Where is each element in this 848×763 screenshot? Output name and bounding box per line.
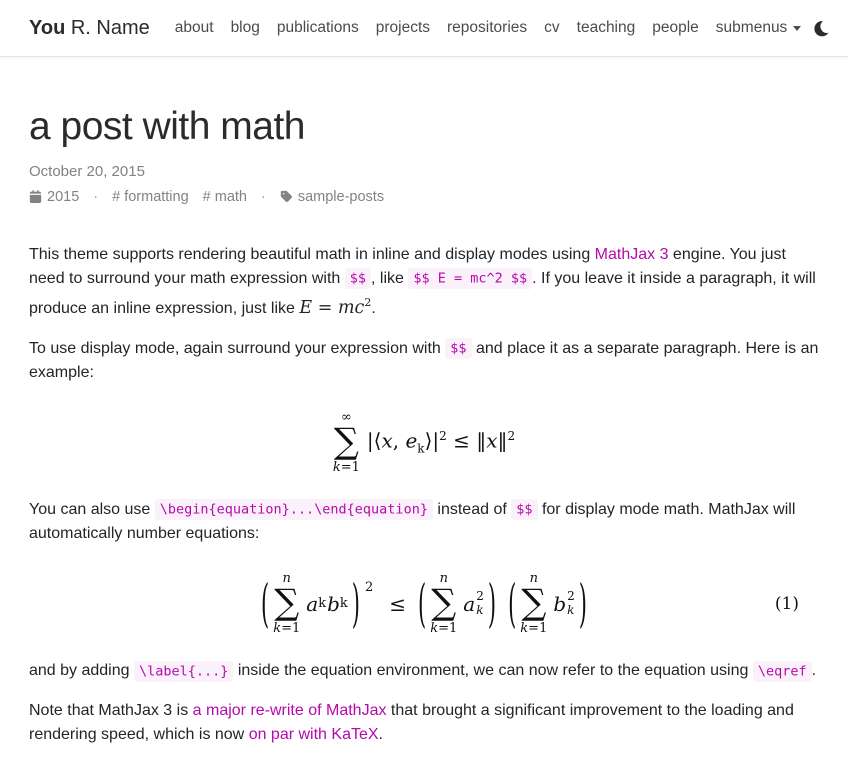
year-label: 2015 — [47, 188, 80, 205]
nav-item-teaching[interactable]: teaching — [576, 19, 636, 36]
relation-symbol: ≤ — [389, 591, 407, 616]
nav-links — [175, 19, 802, 37]
hash-icon: # — [112, 188, 121, 205]
post-header — [29, 106, 819, 205]
post-paragraph: and by adding \label{...} inside the equation environment, we can now refer to the equation using \eqref . — [29, 659, 819, 683]
inline-code: \label{...} — [134, 661, 233, 682]
equation-term: a 2 k — [463, 588, 484, 617]
sigma-glyph: ∑ — [431, 582, 457, 623]
category-math[interactable] — [203, 189, 247, 205]
inline-code: $$ — [445, 338, 471, 359]
nav-item-about[interactable]: about — [174, 19, 214, 36]
nav-item-projects[interactable]: projects — [375, 19, 431, 36]
display-equation — [29, 411, 819, 474]
inline-math: $E = mc^2$ — [299, 295, 372, 318]
category-formatting[interactable] — [112, 189, 189, 205]
summation-symbol: n ∑ k=1 — [430, 570, 458, 637]
moon-icon — [814, 20, 831, 37]
hash-icon: # — [202, 188, 211, 205]
inline-code: $$ — [511, 499, 537, 520]
category-label: formatting — [124, 188, 189, 205]
tag-icon — [280, 190, 298, 203]
post-meta — [29, 189, 819, 205]
post-year-link[interactable] — [29, 189, 79, 205]
big-paren: ( — [508, 574, 517, 633]
post-body — [29, 243, 819, 747]
post-paragraph: This theme supports rendering beautiful math in inline and display modes using MathJax 3 engine. You just need to surround your math expression with $$ , like $$ E = mc^2 $$ . If you leave it inside a paragraph, it will produce an inline expression, just like $E = mc^2$. — [29, 245, 816, 318]
nav-item-submenus[interactable] — [716, 19, 802, 37]
nav-item-people[interactable]: people — [652, 19, 699, 36]
summation-symbol: n ∑ k=1 — [520, 570, 548, 637]
inline-code: \eqref — [753, 661, 812, 682]
sigma-glyph: ∑ — [274, 582, 300, 623]
post-paragraph: To use display mode, again surround your expression with $$ and place it as a separate paragraph. Here is an example: — [29, 339, 819, 381]
sigma-glyph: ∑ — [333, 421, 359, 462]
inline-code: \begin{equation}...\end{equation} — [155, 499, 433, 520]
inline-code: $$ E = mc^2 $$ — [408, 268, 532, 289]
big-paren: ) — [487, 574, 497, 633]
caret-down-icon — [793, 26, 801, 31]
meta-separator: · — [93, 188, 99, 205]
dark-mode-toggle[interactable] — [814, 20, 831, 37]
calendar-icon — [29, 190, 47, 203]
brand-first-name: You — [29, 16, 66, 39]
meta-separator: · — [261, 188, 266, 205]
nav-item-repositories[interactable]: repositories — [447, 19, 528, 36]
big-paren: ( — [260, 574, 270, 633]
numbered-equation — [29, 572, 819, 635]
post-title: a post with math — [29, 105, 305, 148]
equation-exponent: 2 — [364, 579, 374, 595]
summation-symbol: n ∑ k=1 — [273, 570, 301, 637]
nav-item-cv[interactable]: cv — [544, 19, 560, 36]
brand-last-name: R. Name — [70, 16, 150, 39]
equation-term: a k b k — [306, 591, 348, 616]
big-paren: ) — [351, 574, 360, 633]
sigma-glyph: ∑ — [521, 582, 547, 623]
tag-sample-posts[interactable] — [280, 189, 384, 205]
category-label: math — [214, 188, 247, 205]
post-date: October 20, 2015 — [29, 162, 145, 180]
equation-term: b 2 k — [553, 588, 575, 617]
navbar — [0, 0, 848, 57]
site-brand[interactable] — [29, 17, 150, 40]
summation-symbol: ∞ ∑ k=1 — [332, 409, 360, 475]
inline-link[interactable]: a major re-write of MathJax — [192, 702, 387, 720]
post-paragraph: You can also use \begin{equation}...\end{equation} instead of $$ for display mode math. MathJax will automatically number equations: — [29, 500, 796, 542]
big-paren: ( — [418, 574, 427, 633]
equation-body: |⟨x, $e_k⟩|^2$ ≤ ‖x‖$^2$ — [366, 428, 516, 456]
tag-label: sample-posts — [297, 188, 385, 205]
equation-number: (1) — [774, 593, 799, 614]
inline-code: $$ — [345, 268, 371, 289]
submenus-label: submenus — [715, 19, 788, 36]
inline-link[interactable]: on par with KaTeX — [248, 726, 379, 744]
post-paragraph: Note that MathJax 3 is a major re-write of MathJax that brought a significant improvement to the loading and rendering speed, which is now on par with KaTeX. — [29, 702, 794, 744]
big-paren: ) — [578, 574, 587, 633]
page-content — [0, 106, 848, 747]
nav-item-blog[interactable]: blog — [230, 19, 260, 36]
inline-link[interactable]: MathJax 3 — [594, 245, 669, 263]
nav-item-publications[interactable]: publications — [276, 19, 359, 36]
